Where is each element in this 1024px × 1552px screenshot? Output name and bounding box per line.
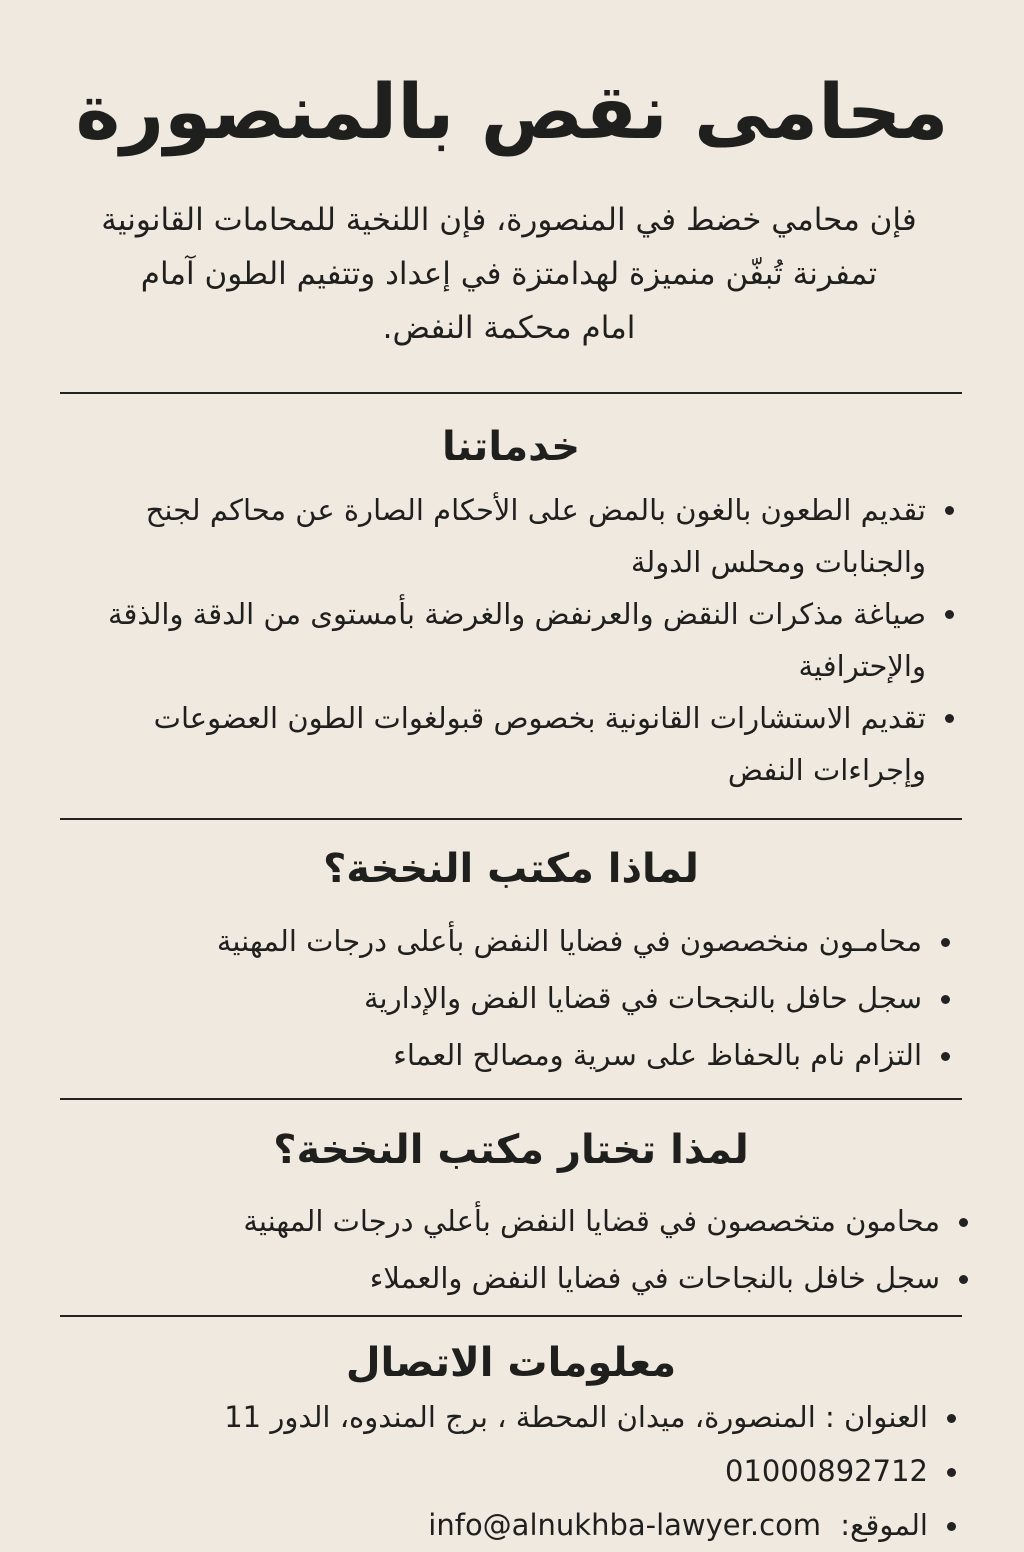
why-office-item: محامـون منخصصون في فضايا النفض بأعلى درجات المهنية (62, 913, 956, 970)
website-link[interactable]: info@alnukhba-lawyer.com (428, 1508, 822, 1542)
service-item: تقديم الطعون بالغون بالمض على الأحكام الصارة عن محاكم لجنح والجنابات ومحلس الدولة (62, 484, 960, 588)
intro-line: فإن محامي خضط في المنصورة، فإن اللنخية للمحامات القانونية (101, 202, 917, 238)
why-office-item: سجل حافل بالنجحات في قضايا الفض والإدارية (62, 970, 956, 1027)
contact-website-item (72, 1498, 962, 1552)
contact-list (72, 1390, 962, 1552)
choose-office-item: سجل خافل بالنجاحات في فضايا النفض والعملاء (72, 1250, 974, 1307)
service-item: صياغة مذكرات النقض والعرنفض والغرضة بأمستوى من الدقة والذقة والإحترافية (62, 588, 960, 692)
choose-office-item: محامون متخصصون في قضايا النفض بأعلي درجات المهنية (72, 1193, 974, 1250)
section-divider (60, 818, 962, 820)
section-divider (60, 1315, 962, 1317)
page-title: محامى نقص بالمنصورة (75, 67, 949, 156)
contact-title: معلومات الاتصال (345, 1340, 677, 1386)
services-title: خدماتنا (441, 424, 581, 470)
section-divider (60, 1098, 962, 1100)
contact-address: العنوان : المنصورة، ميدان المحطة ، برج المندوه، الدور 11 (72, 1390, 962, 1444)
service-item: تقديم الاستشارات القانونية بخصوص قبولغوات الطون العضوعات وإجراءات النفض (62, 692, 960, 796)
section-divider (60, 392, 962, 394)
why-office-item: التزام نام بالحفاظ على سرية ومصالح العماء (62, 1027, 956, 1084)
intro-paragraph (68, 193, 950, 355)
intro-line: تمفرنة تُبفّن منميزة لهدامتزة في إعداد وتتفيم الطون آمام (140, 256, 878, 292)
choose-office-list (72, 1193, 974, 1307)
choose-office-title: لمذا تختار مكتب النخخة؟ (273, 1127, 749, 1173)
contact-phone[interactable]: 01000892712 (725, 1454, 928, 1488)
website-label: الموقع: (840, 1508, 928, 1542)
services-list (62, 484, 960, 796)
contact-phone-item (72, 1444, 962, 1498)
intro-line: امام محكمة النفض. (382, 310, 636, 346)
why-office-title: لماذا مكتب النخخة؟ (323, 846, 699, 892)
why-office-list (62, 913, 956, 1084)
